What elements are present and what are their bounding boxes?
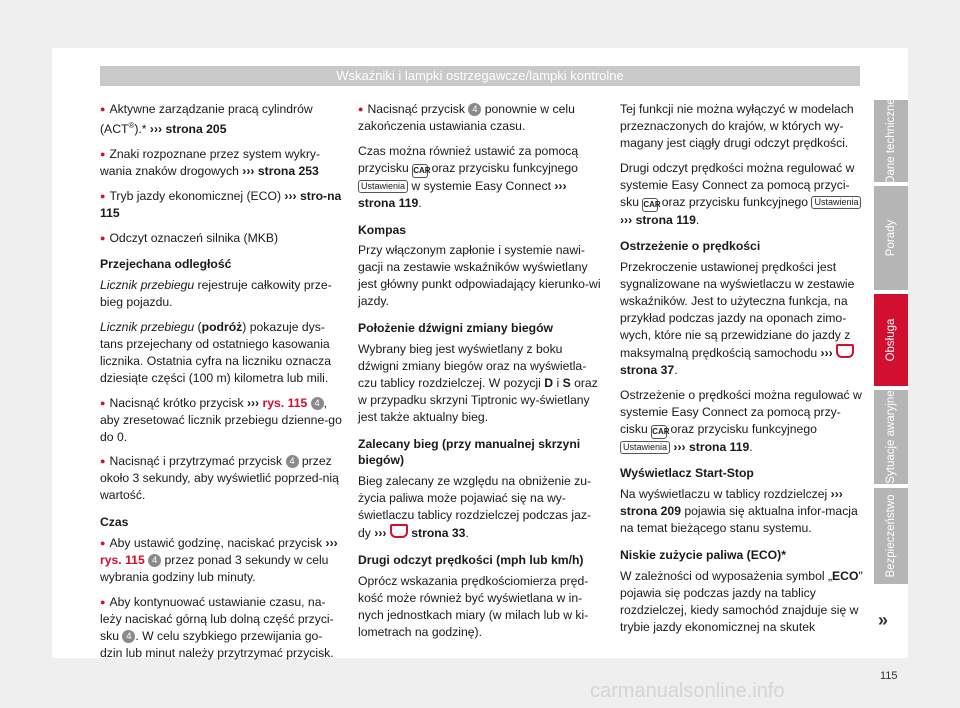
- car-button-icon: CAR: [412, 164, 428, 178]
- book-icon: [836, 344, 854, 358]
- section-heading: Zalecany bieg (przy manualnej skrzyni biegów): [358, 436, 581, 468]
- tab-sytuacje-awaryjne[interactable]: Sytuacje awaryjne: [874, 390, 908, 484]
- callout-number: 4: [122, 630, 135, 643]
- page-link[interactable]: strona 33: [411, 526, 466, 541]
- section-heading: Położenie dźwigni zmiany biegów: [358, 321, 554, 336]
- watermark: carmanualsonline.info: [590, 680, 785, 702]
- page-link[interactable]: strona 119: [635, 212, 696, 227]
- list-item: ● Nacisnąć krótko przycisk ››› rys. 115 4 , aby zresetować licznik przebiegu dzienne-go do 0.: [100, 395, 344, 446]
- callout-number: 4: [148, 554, 161, 567]
- list-item: ● Odczyt oznaczeń silnika (MKB): [100, 230, 344, 247]
- tab-porady[interactable]: Porady: [874, 186, 908, 290]
- paragraph: Drugi odczyt prędkości można regulować w systemie Easy Connect za pomocą przyci-sku CAR oraz przycisku funkcyjnego Ustawienia ››› strona 119.: [620, 160, 864, 229]
- list-item: ● Znaki rozpoznane przez system wykry-wania znaków drogowych ››› strona 253: [100, 146, 344, 180]
- list-item: ● Aby kontynuować ustawianie czasu, na-leży naciskać górną lub dolną część przyci-sku 4 . W celu szybkiego przewijania go-dzin lub minut należy przytrzymać przycisk.: [100, 594, 344, 662]
- column-2: [358, 101, 602, 648]
- list-item: ● Tryb jazdy ekonomicznej (ECO) ››› stro-na 115: [100, 188, 344, 222]
- paragraph: Czas można również ustawić za pomocą przycisku CAR oraz przycisku funkcyjnego Ustawienia w systemie Easy Connect ››› strona 119.: [358, 143, 579, 210]
- page-link[interactable]: strona 119: [358, 195, 419, 210]
- tab-obsluga[interactable]: Obsługa: [874, 294, 908, 386]
- page-header: Wskaźniki i lampki ostrzegawcze/lampki kontrolne: [100, 66, 860, 86]
- settings-key: Ustawienia: [811, 196, 861, 209]
- paragraph: Ostrzeżenie o prędkości można regulować w systemie Easy Connect za pomocą przy-cisku CAR oraz przycisku funkcyjnego Ustawienia ››› strona 119.: [620, 387, 862, 454]
- page-link[interactable]: stro-na 115: [100, 188, 342, 220]
- column-3: [620, 101, 864, 644]
- callout-number: 4: [468, 103, 481, 116]
- paragraph: Na wyświetlaczu w tablicy rozdzielczej ››› strona 209 pojawia się aktualna infor-macja na temat bieżącego stanu systemu.: [620, 487, 858, 536]
- page-link[interactable]: strona 205: [165, 121, 227, 136]
- page-number: 115: [880, 670, 898, 682]
- settings-key: Ustawienia: [358, 180, 408, 193]
- paragraph: Wybrany bieg jest wyświetlany z boku dźwigni zmiany biegów oraz na wyświetla-czu tablicy rozdzielczej. W pozycji D i S oraz w przypadku skrzyni Tiptronic wy-świetlany jest także aktualny bieg.: [358, 341, 598, 424]
- page-link[interactable]: strona 253: [257, 163, 319, 178]
- section-heading: Przejechana odległość: [100, 257, 232, 272]
- list-item: ● Aktywne zarządzanie pracą cylindrów (ACT®).* ››› strona 205: [100, 101, 344, 138]
- paragraph: Licznik przebiegu (podróż) pokazuje dys-tans przejechany od ostatniego kasowania licznika. Ostatnia cyfra na liczniku oznacza dziesiąte części (100 m) kilometra lub mili.: [100, 320, 331, 385]
- tab-dane-techniczne[interactable]: Dane techniczne: [874, 100, 908, 182]
- eco-symbol: ECO: [832, 568, 859, 583]
- book-icon: [390, 524, 408, 538]
- column-1: [100, 101, 344, 669]
- paragraph: Tej funkcji nie można wyłączyć w modelach przeznaczonych do krajów, w których wy-magany jest ciągły drugi odczyt prędkości.: [620, 102, 854, 150]
- paragraph: W zależności od wyposażenia symbol „ECO" pojawia się podczas jazdy na tablicy rozdzielczej, kiedy samochód znajduje się w trybie jazdy ekonomicznej na skutek: [620, 568, 863, 634]
- paragraph: Bieg zalecany ze względu na obniżenie zu-życia paliwa może pojawiać się na wy-świetlaczu tablicy rozdzielczej podczas jaz-dy ››› strona 33.: [358, 474, 592, 541]
- callout-number: 4: [311, 397, 324, 410]
- tab-bezpieczenstwo[interactable]: Bezpieczeństwo: [874, 488, 908, 584]
- section-heading: Drugi odczyt prędkości (mph lub km/h): [358, 552, 584, 567]
- car-button-icon: CAR: [642, 198, 658, 212]
- continue-arrow: »: [878, 610, 889, 630]
- paragraph: Przekroczenie ustawionej prędkości jest sygnalizowane na wyświetlaczu w zestawie wskaźników. Jest to użyteczna funkcja, na przykład podczas jazdy na oponach zimo-wych, które nie są przewidziane do jazdy z maksymalną prędkością samochodu ››› strona 37.: [620, 260, 855, 377]
- section-heading: Ostrzeżenie o prędkości: [620, 239, 761, 254]
- figure-link[interactable]: rys. 115: [100, 553, 145, 567]
- page-link[interactable]: strona 209: [620, 504, 681, 519]
- figure-link[interactable]: rys. 115: [262, 395, 308, 410]
- list-item: ● Nacisnąć przycisk 4 ponownie w celu zakończenia ustawiania czasu.: [358, 101, 602, 135]
- settings-key: Ustawienia: [620, 441, 670, 454]
- list-item: ● Aby ustawić godzinę, naciskać przycisk ››› rys. 115 4 przez ponad 3 sekundy w celu wybrania godziny lub minuty.: [100, 535, 344, 586]
- list-item: ● Nacisnąć i przytrzymać przycisk 4 przez około 3 sekundy, aby wyświetlić poprzed-nią wartość.: [100, 453, 344, 504]
- callout-number: 4: [286, 455, 299, 468]
- car-button-icon: CAR: [651, 425, 667, 439]
- section-heading: Wyświetlacz Start-Stop: [620, 466, 754, 481]
- page-link[interactable]: strona 37: [620, 362, 675, 377]
- paragraph: Licznik przebiegu rejestruje całkowity prze-bieg pojazdu.: [100, 278, 332, 310]
- page-link[interactable]: strona 119: [689, 439, 750, 454]
- section-heading: Niskie zużycie paliwa (ECO)*: [620, 548, 786, 563]
- paragraph: Przy włączonym zapłonie i systemie nawi-gacji na zestawie wskaźników wyświetlany jest główny punkt odpowiadający kierunko-wi jazdy.: [358, 243, 601, 309]
- section-heading: Czas: [100, 515, 129, 530]
- section-heading: Kompas: [358, 222, 407, 237]
- paragraph: Oprócz wskazania prędkościomierza pręd-kość może również być wyświetlana w in-nych jednostkach miary (w milach lub w ki-lometrach na godzinę).: [358, 573, 589, 639]
